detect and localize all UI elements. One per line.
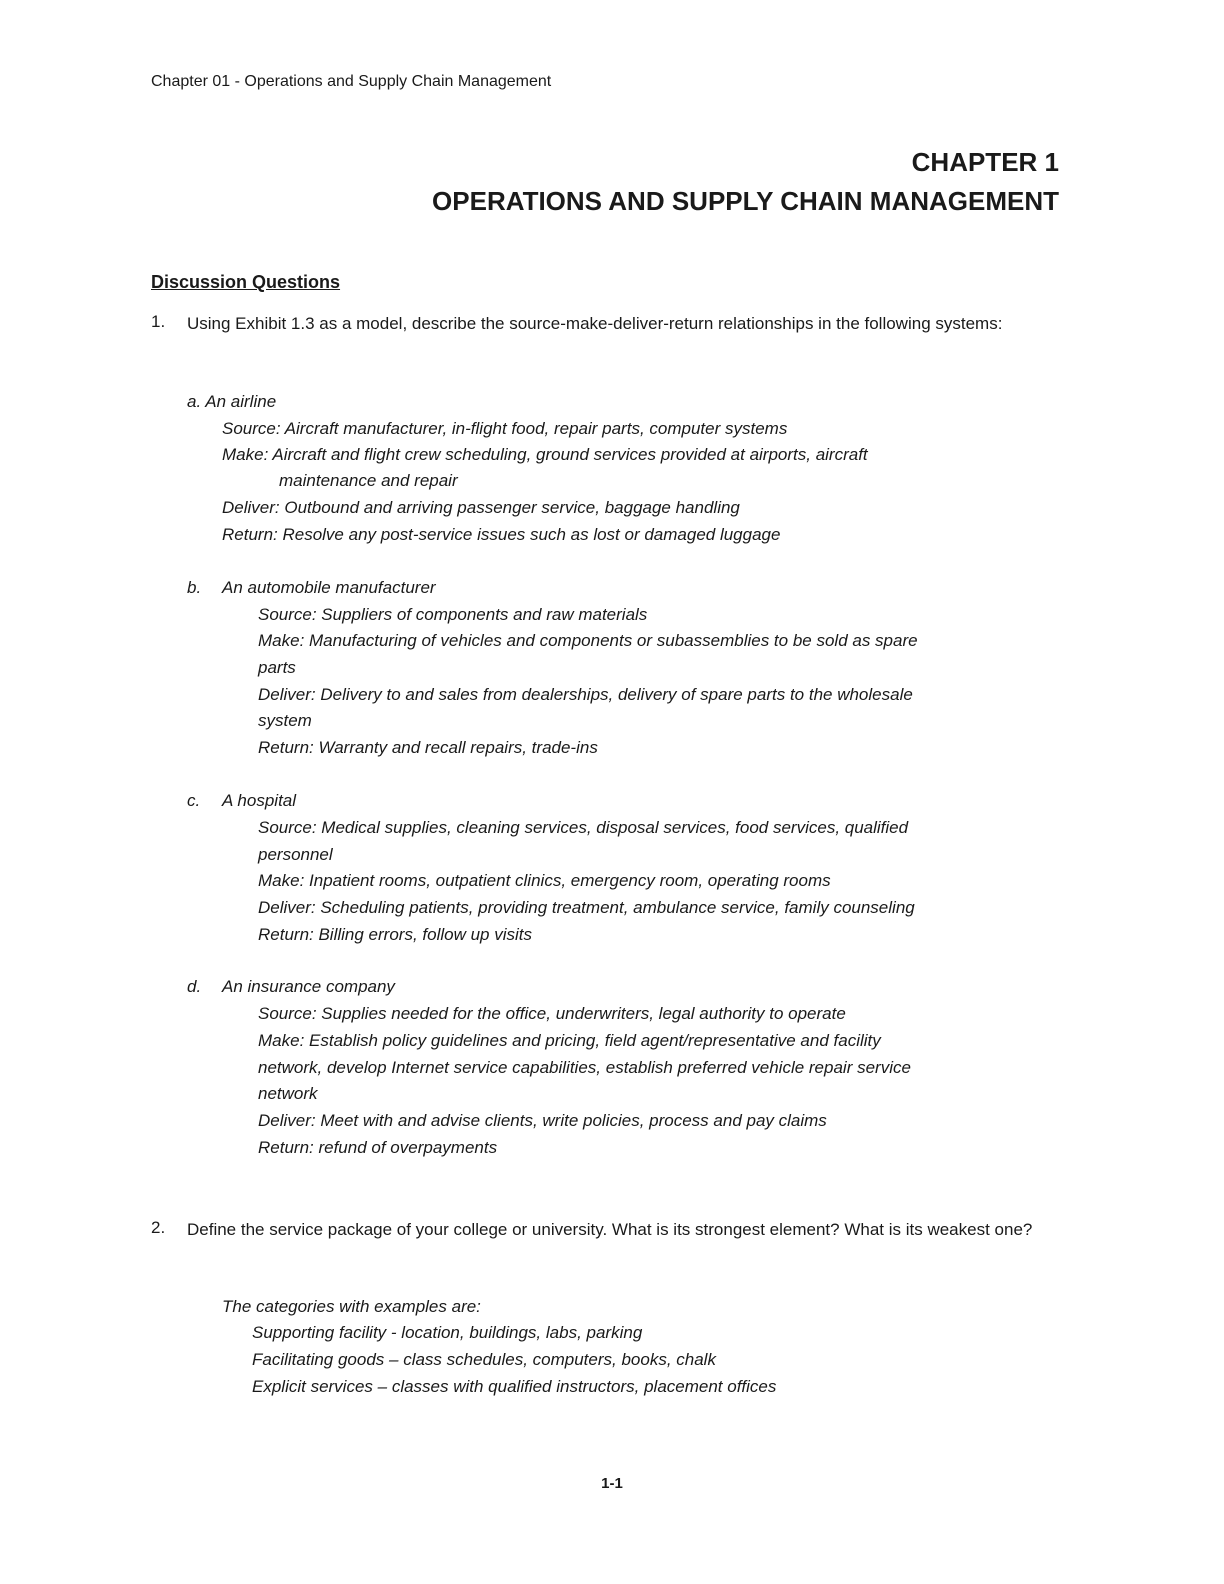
q1c-source: Source: Medical supplies, cleaning services, disposal services, food services, qualified bbox=[258, 818, 909, 837]
q1c-return: Return: Billing errors, follow up visits bbox=[258, 925, 532, 944]
question-2-number: 2. bbox=[151, 1218, 166, 1237]
q1c-make: Make: Inpatient rooms, outpatient clinics, emergency room, operating rooms bbox=[258, 871, 831, 890]
q1d-title: An insurance company bbox=[222, 977, 395, 996]
page-number: 1-1 bbox=[601, 1475, 623, 1492]
q1b-source: Source: Suppliers of components and raw materials bbox=[258, 605, 648, 624]
q1d-make-cont: network, develop Internet service capabilities, establish preferred vehicle repair service bbox=[258, 1058, 911, 1077]
q1a-make-cont: maintenance and repair bbox=[279, 471, 458, 490]
q1a-deliver: Deliver: Outbound and arriving passenger service, baggage handling bbox=[222, 498, 740, 517]
q1c-label: c. bbox=[187, 791, 201, 810]
q2-item: Explicit services – classes with qualified instructors, placement offices bbox=[252, 1377, 777, 1396]
q1d-source: Source: Supplies needed for the office, underwriters, legal authority to operate bbox=[258, 1004, 846, 1023]
running-header: Chapter 01 - Operations and Supply Chain Management bbox=[151, 73, 552, 90]
q1b-deliver: Deliver: Delivery to and sales from dealerships, delivery of spare parts to the wholesale bbox=[258, 685, 913, 704]
question-2-text: Define the service package of your college or university. What is its strongest element? What is its weakest one? bbox=[187, 1220, 1033, 1239]
chapter-title: OPERATIONS AND SUPPLY CHAIN MANAGEMENT bbox=[432, 186, 1059, 216]
q2-intro: The categories with examples are: bbox=[222, 1297, 481, 1316]
q1a-make: Make: Aircraft and flight crew scheduling, ground services provided at airports, aircraft bbox=[222, 445, 868, 464]
q1d-make: Make: Establish policy guidelines and pricing, field agent/representative and facility bbox=[258, 1031, 881, 1050]
q1c-title: A hospital bbox=[222, 791, 297, 810]
q2-item: Supporting facility - location, buildings, labs, parking bbox=[252, 1323, 643, 1342]
q1a-return: Return: Resolve any post-service issues such as lost or damaged luggage bbox=[222, 525, 781, 544]
q1d-label: d. bbox=[187, 977, 202, 996]
q1b-make: Make: Manufacturing of vehicles and components or subassemblies to be sold as spare bbox=[258, 631, 918, 650]
q2-item: Facilitating goods – class schedules, computers, books, chalk bbox=[252, 1350, 716, 1369]
q1b-make-cont: parts bbox=[258, 658, 296, 677]
q1b-deliver-cont: system bbox=[258, 711, 312, 730]
question-1-number: 1. bbox=[151, 312, 166, 331]
q1d-return: Return: refund of overpayments bbox=[258, 1138, 498, 1157]
question-1-text: Using Exhibit 1.3 as a model, describe the source-make-deliver-return relationships in the following systems: bbox=[187, 314, 1003, 333]
q1a-source: Source: Aircraft manufacturer, in-flight food, repair parts, computer systems bbox=[222, 419, 788, 438]
q1c-source-cont: personnel bbox=[258, 845, 333, 864]
chapter-number: CHAPTER 1 bbox=[911, 147, 1059, 177]
q1b-title: An automobile manufacturer bbox=[222, 578, 436, 597]
q1d-make-cont2: network bbox=[258, 1084, 318, 1103]
q1a-title: a. An airline bbox=[187, 392, 277, 411]
q1b-return: Return: Warranty and recall repairs, trade-ins bbox=[258, 738, 598, 757]
section-heading: Discussion Questions bbox=[151, 272, 341, 292]
q1b-label: b. bbox=[187, 578, 202, 597]
q1c-deliver: Deliver: Scheduling patients, providing treatment, ambulance service, family counseling bbox=[258, 898, 915, 917]
q1d-deliver: Deliver: Meet with and advise clients, write policies, process and pay claims bbox=[258, 1111, 827, 1130]
